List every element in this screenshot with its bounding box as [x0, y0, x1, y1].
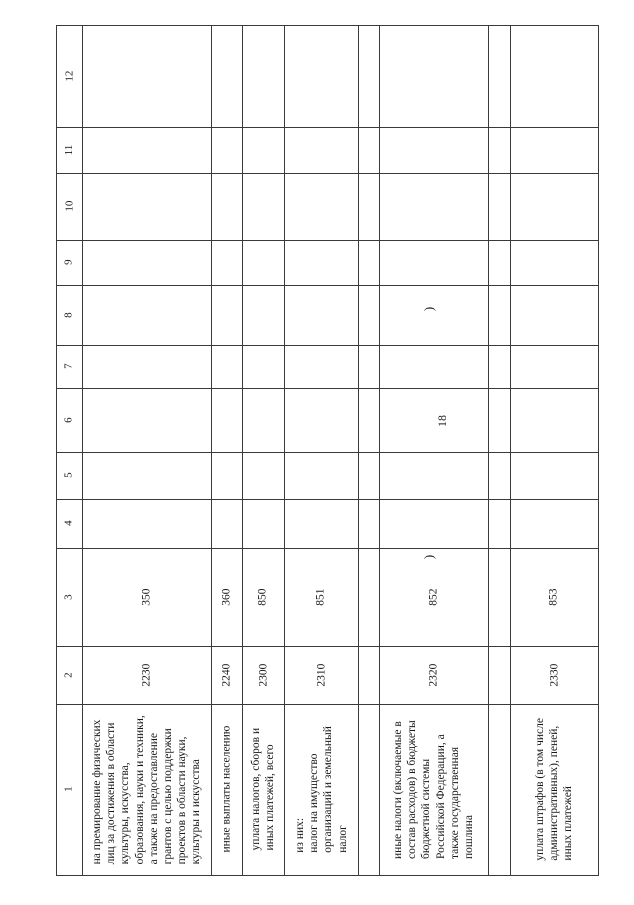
row-name-2330: уплата штрафов (в том числе административных), пеней, иных платежей: [533, 718, 575, 861]
margin-mark-bottom: ): [421, 554, 436, 560]
col-header-10: 10: [62, 200, 75, 212]
row-kbk-2300: 850: [256, 588, 269, 606]
row-name-empty-2: [488, 704, 510, 875]
row-name-2230: на премирование физических лиц за достижения в области культуры, искусства, образования, науки и техники, а также на предоставление грантов с целью поддержки проектов в области науки, культуры и искусства: [90, 714, 203, 865]
row-kbk-2330: 853: [547, 588, 560, 606]
col-header-7: 7: [62, 363, 75, 370]
row-code-2300: 2300: [256, 663, 269, 687]
row-code-2330: 2330: [547, 663, 560, 687]
row-name-empty-1: [358, 704, 379, 875]
row-kbk-2310: 851: [314, 588, 327, 606]
row-code-2310: 2310: [314, 663, 327, 687]
page-number: 18: [435, 415, 449, 427]
row-kbk-2320: 852: [427, 588, 440, 606]
col-header-8: 8: [62, 312, 75, 318]
col-header-2: 2: [62, 672, 75, 678]
col-header-3: 3: [62, 594, 75, 600]
col-header-9: 9: [62, 259, 75, 266]
col-header-12: 12: [62, 70, 75, 82]
col-header-5: 5: [62, 472, 75, 479]
row-kbk-2240: 360: [220, 588, 233, 606]
row-kbk-2230: 350: [140, 588, 153, 606]
row-name-2310: из них: налог на имущество организаций и земельный налог: [293, 726, 349, 853]
row-name-2300: уплата налогов, сборов и иных платежей, всего: [249, 728, 277, 851]
col-header-4: 4: [62, 520, 75, 527]
col-header-6: 6: [62, 417, 75, 423]
col-header-11: 11: [62, 144, 75, 156]
col-header-1: 1: [62, 786, 75, 793]
margin-mark-top: ): [421, 306, 436, 312]
row-name-2240: иные выплаты населению: [220, 726, 233, 853]
row-code-2230: 2230: [140, 663, 153, 687]
row-code-2240: 2240: [220, 663, 233, 687]
row-name-2320: иные налоги (включаемые в состав расходов) в бюджеты бюджетной системы Российской Федерации, а также государственная пошлина: [391, 720, 475, 859]
row-code-2320: 2320: [427, 663, 440, 687]
